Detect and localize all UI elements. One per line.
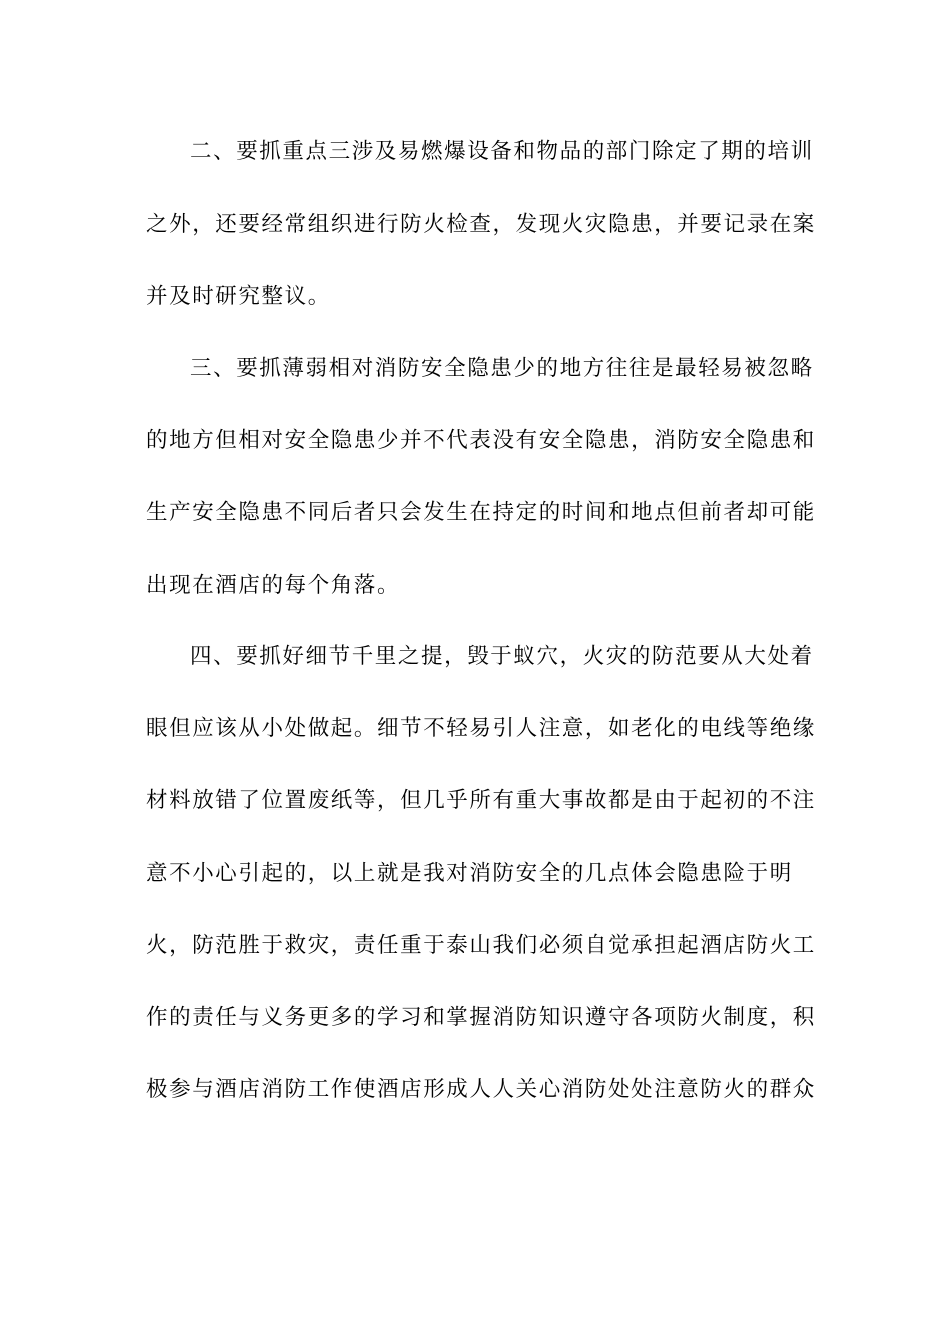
- paragraph-4-line-4: 意不小心引起的，以上就是我对消防安全的几点体会隐患险于明: [146, 861, 793, 886]
- paragraph-2-line-1: 二、要抓重点三涉及易燃爆设备和物品的部门除定了期的培训: [190, 139, 814, 164]
- paragraph-3-line-3: 生产安全隐患不同后者只会发生在持定的时间和地点但前者却可能: [146, 500, 816, 525]
- paragraph-4-line-3: 材料放错了位置废纸等，但几乎所有重大事故都是由于起初的不注: [146, 788, 816, 813]
- paragraph-3-line-1: 三、要抓薄弱相对消防安全隐患少的地方往往是最轻易被忽略: [190, 356, 814, 381]
- paragraph-2-line-3: 并及时研究整议。: [146, 284, 331, 309]
- paragraph-4-line-2: 眼但应该从小处做起。细节不轻易引人注意，如老化的电线等绝缘: [146, 716, 816, 741]
- paragraph-4-line-7: 极参与酒店消防工作使酒店形成人人关心消防处处注意防火的群众: [146, 1077, 816, 1102]
- paragraph-4-line-1: 四、要抓好细节千里之提，毁于蚁穴，火灾的防范要从大处着: [190, 644, 814, 669]
- paragraph-2-line-2: 之外，还要经常组织进行防火检查，发现火灾隐患，并要记录在案: [146, 212, 816, 237]
- paragraph-3-line-2: 的地方但相对安全隐患少并不代表没有安全隐患，消防安全隐患和: [146, 428, 816, 453]
- paragraph-4-line-6: 作的责任与义务更多的学习和掌握消防知识遵守各项防火制度，积: [146, 1005, 816, 1030]
- paragraph-4-line-5: 火，防范胜于救灾，责任重于泰山我们必须自觉承担起酒店防火工: [146, 933, 816, 958]
- paragraph-3-line-4: 出现在酒店的每个角落。: [146, 573, 401, 598]
